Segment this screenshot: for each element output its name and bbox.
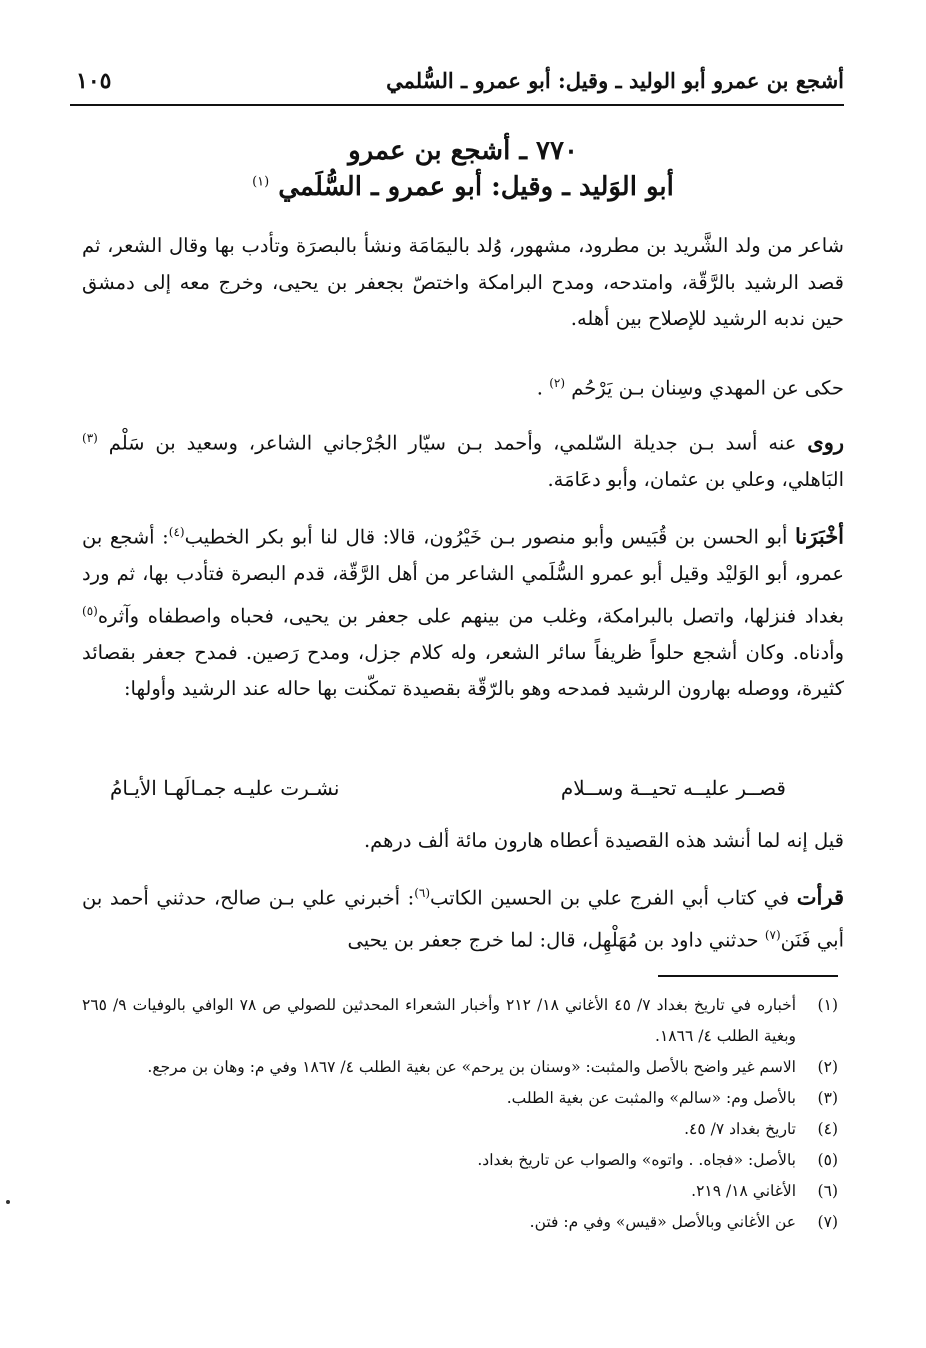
poetry-verse <box>110 772 786 808</box>
footnote-item <box>82 1083 838 1114</box>
footnote-number: (٣) <box>817 1089 838 1107</box>
narrators-paragraph <box>82 420 844 499</box>
report-lead: أخْبَرَنا <box>795 523 845 549</box>
footnote-item <box>82 1114 838 1145</box>
narrated-from-end: . <box>536 376 543 400</box>
footnote-text: عن الأغاني وبالأصل «قيس» وفي م: فتن. <box>529 1213 796 1231</box>
footnote-ref: (٥) <box>82 603 98 618</box>
footnote-number: (٢) <box>817 1058 838 1076</box>
narrators-text-a: عنه أسد بـن جديلة السّلمي، وأحمد بـن سيّار الجُرْجاني الشاعر، وسعيد بن سَلْم <box>108 431 797 455</box>
report-paragraph <box>82 514 844 708</box>
footnote-number: (٤) <box>817 1120 838 1138</box>
narrated-from-text: حكى عن المهدي وسِنان بـن يَرْحُم <box>571 376 844 400</box>
footnote-text: الاسم غير واضح بالأصل والمثبت: «وسنان بن يرحم» عن بغية الطلب ٤/ ١٨٦٧ وفي م: وهان بن مرجع. <box>147 1058 796 1076</box>
footnotes <box>82 990 838 1238</box>
footnote-text: الأغاني ١٨/ ٢١٩. <box>691 1182 796 1200</box>
page-header <box>70 60 844 106</box>
footnote-text: تاريخ بغداد ٧/ ٤٥. <box>684 1120 796 1138</box>
verse-second-hemistich: نشـرت عليـه جمـالَهـا الأيـامُ <box>110 776 340 800</box>
second-report-text-c: حدثني داود بن مُهَلْهِل، قال: لما خرج جعفر بن يحيى <box>347 928 759 952</box>
verse-first-hemistich: قصــر عليــه تحيــة وســلام <box>560 776 786 800</box>
footnote-ref: (٤) <box>168 525 185 539</box>
second-report-lead: قرأت <box>796 884 845 910</box>
second-report-paragraph <box>82 875 844 959</box>
footnote-text: أخباره في تاريخ بغداد ٧/ ٤٥ الأغاني ١٨/ ٢١٢ وأخبار الشعراء المحدثين للصولي ص ٧٨ الوافي بالوفيات ٩/ ٢٦٥ وبغية الطلب ٤/ ١٨٦٦. <box>82 996 797 1045</box>
report-text-b: : أشجع بن عمرو، أبو الوَليْد وقيل أبو عمرو السُّلَمي الشاعر من أهل الرَّقّة، قدم البصرة فتأدب بها، ثم ورد بغداد فنزلها، واتصل بالبرامكة، وغلب من بينهم على جعفر بن يحيى، فحباه واصطفاه وآثره <box>82 525 844 627</box>
entry-subtitle <box>82 172 844 202</box>
entry-subtitle-text: أبو الوَليد ـ وقيل: أبو عمرو ـ السُّلَمي <box>278 172 674 202</box>
footnote-item <box>82 1176 838 1207</box>
narrated-from-paragraph <box>82 365 844 407</box>
biography-paragraph: شاعر من ولد الشَّريد بن مطرود، مشهور، وُلد باليمَامَة ونشأ بالبصرَة وتأدب بها وقال الشعر، ثم قصد الرشيد بالرَّقّة، وامتدحه، ومدح البرامكة واختصّ بجعفر بن يحيى، وخرج معه إلى دمشق حين ندبه الرشيد للإصلاح بين أهله. <box>82 234 844 330</box>
footnote-item <box>82 990 838 1052</box>
footnote-ref: (٦) <box>414 886 431 900</box>
footnote-ref: (٧) <box>764 928 781 942</box>
scan-speck <box>6 1200 10 1204</box>
footnote-ref: (١) <box>252 174 270 190</box>
entry-title: ٧٧٠ ـ أشجع بن عمرو <box>348 136 578 166</box>
second-report-text-b: : أخبرني علي بـن صالح، حدثني أحمد بن أبي فَنَن <box>82 886 844 952</box>
footnote-number: (٦) <box>817 1182 838 1200</box>
footnote-item <box>82 1052 838 1083</box>
footnote-number: (٥) <box>817 1151 838 1169</box>
footnote-item <box>82 1145 838 1176</box>
footnote-ref: (٢) <box>549 376 566 390</box>
second-report-text-a: في كتاب أبي الفرج علي بن الحسين الكاتب <box>430 886 790 910</box>
page-number: ١٠٥ <box>76 68 112 94</box>
report-text-a: أبو الحسن بن قُبَيس وأبو منصور بـن خَيْرُون، قالا: قال لنا أبو بكر الخطيب <box>184 525 788 549</box>
footnote-divider <box>658 975 838 977</box>
footnote-text: بالأصل وم: «سالم» والمثبت عن بغية الطلب. <box>506 1089 796 1107</box>
footnote-ref: (٣) <box>82 431 98 445</box>
narrators-lead: روى <box>807 429 845 455</box>
after-verse-paragraph: قيل إنه لما أنشد هذه القصيدة أعطاه هارون مائة ألف درهم. <box>363 829 844 852</box>
footnote-text: بالأصل: «فجاه. . واتوه» والصواب عن تاريخ بغداد. <box>477 1151 796 1169</box>
footnote-item <box>82 1207 838 1238</box>
running-title: أشجع بن عمرو أبو الوليد ـ وقيل: أبو عمرو ـ السُّلمي <box>386 68 844 93</box>
narrators-text-b: البَاهلي، وعلي بن عثمان، وأبو دعَامَة. <box>547 468 844 491</box>
report-text-c: وأدناه. وكان أشجع حلواً ظريفاً سائر الشعر، وله كلام جزل، ومدح رَصين. فمدح جعفر بقصائد كثيرة، ووصله بهارون الرشيد فمدحه وهو بالرّقّة بقصيدة تمكّنت بها حاله عند الرشيد وأولها: <box>82 640 844 700</box>
footnote-number: (١) <box>817 996 838 1014</box>
footnote-number: (٧) <box>817 1213 838 1231</box>
